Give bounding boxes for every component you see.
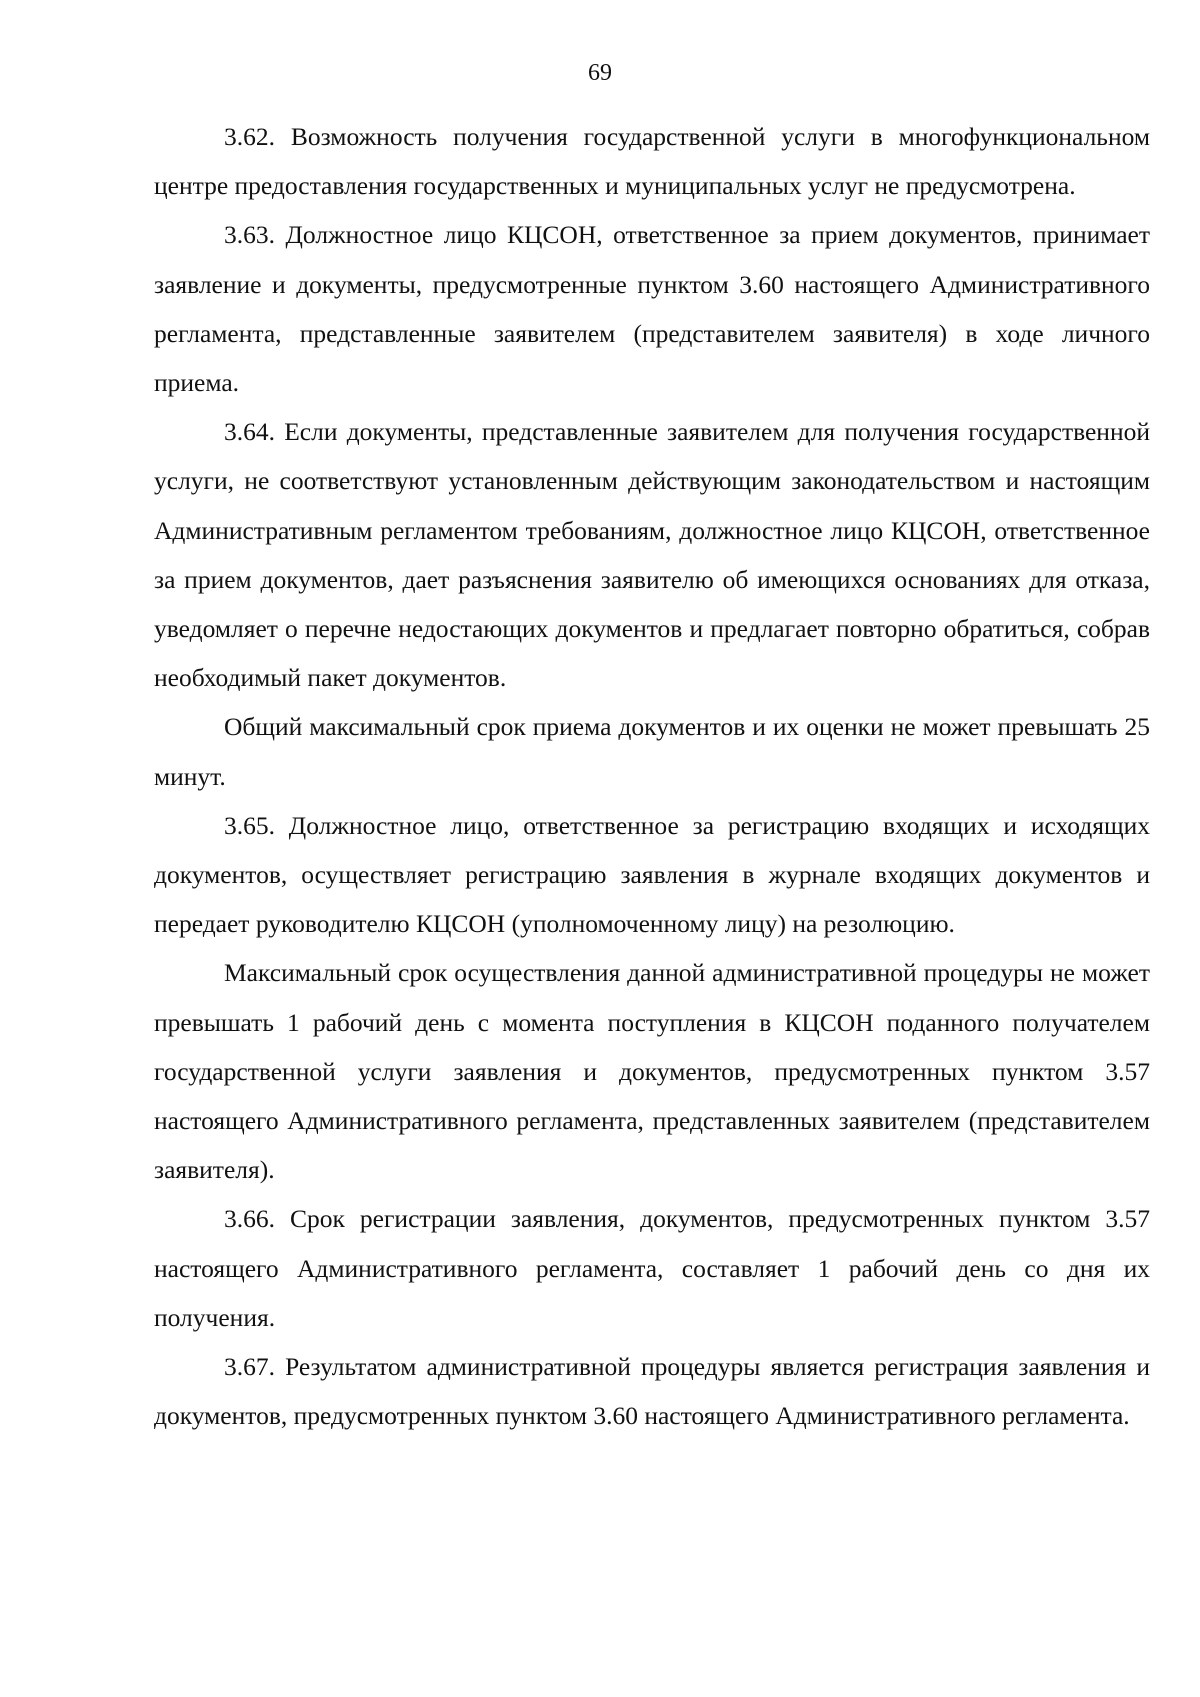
paragraph-max-acceptance-time: Общий максимальный срок приема документов и их оценки не может превышать 25 минут. — [154, 712, 1150, 791]
paragraph-3-62: 3.62. Возможность получения государственной услуги в многофункциональном центре предоставления государственных и муниципальных услуг не предусмотрена. — [154, 122, 1150, 201]
paragraph-max-registration-time: Максимальный срок осуществления данной административной процедуры не может превышать 1 рабочий день с момента поступления в КЦСОН поданного получателем государственной услуги заявления и документов, предусмотренных пунктом 3.57 настоящего Административного регламента, представленных заявителем (представителем заявителя). — [154, 958, 1150, 1185]
paragraph-3-67: 3.67. Результатом административной процедуры является регистрация заявления и документов, предусмотренных пунктом 3.60 настоящего Административного регламента. — [154, 1352, 1150, 1431]
document-body — [154, 112, 1150, 1440]
paragraph-3-65: 3.65. Должностное лицо, ответственное за регистрацию входящих и исходящих документов, осуществляет регистрацию заявления в журнале входящих документов и передает руководителю КЦСОН (уполномоченному лицу) на резолюцию. — [154, 810, 1150, 939]
paragraph-3-64: 3.64. Если документы, представленные заявителем для получения государственной услуги, не соответствуют установленным действующим законодательством и настоящим Административным регламентом требованиям, должностное лицо КЦСОН, ответственное за прием документов, дает разъяснения заявителю об имеющихся основаниях для отказа, уведомляет о перечне недостающих документов и предлагает повторно обратиться, собрав необходимый пакет документов. — [154, 417, 1150, 693]
paragraph-3-66: 3.66. Срок регистрации заявления, документов, предусмотренных пунктом 3.57 настоящего Административного регламента, составляет 1 рабочий день со дня их получения. — [154, 1204, 1150, 1332]
page-number: 69 — [588, 60, 612, 86]
paragraph-3-63: 3.63. Должностное лицо КЦСОН, ответственное за прием документов, принимает заявление и документы, предусмотренные пунктом 3.60 настоящего Административного регламента, представленные заявителем (представителем заявителя) в ходе личного приема. — [154, 220, 1150, 398]
